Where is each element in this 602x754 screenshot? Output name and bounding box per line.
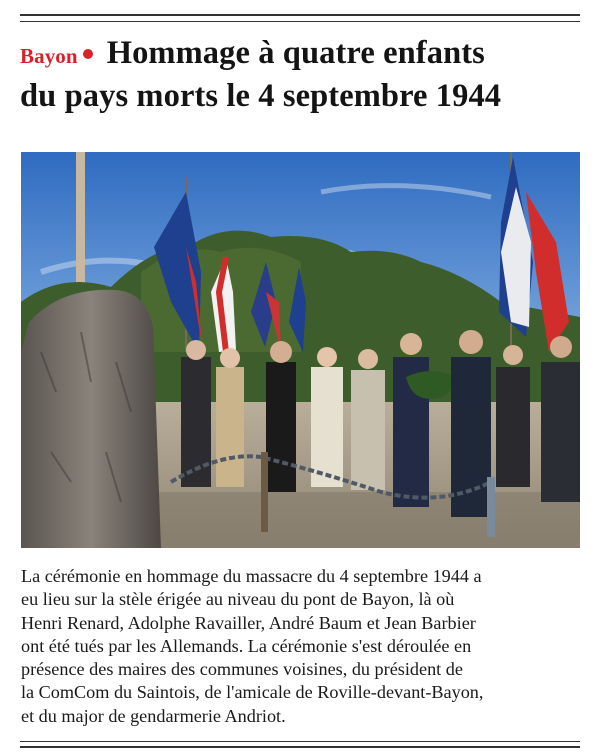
memorial-stele: [21, 290, 161, 548]
caption-line: La cérémonie en hommage du massacre du 4 septembre 1944 a: [21, 566, 482, 586]
top-rule-thin: [20, 21, 580, 22]
headline-line-2: du pays morts le 4 septembre 1944: [20, 78, 502, 114]
caption-line: Henri Renard, Adolphe Ravailler, André Baum et Jean Barbier: [21, 612, 476, 633]
ceremony-photo: [21, 152, 580, 548]
kicker-location: Bayon: [20, 44, 78, 68]
caption-line: et du major de gendarmerie Andriot.: [21, 705, 286, 726]
caption-line: ont été tués par les Allemands. La cérémonie s'est déroulée en: [21, 635, 472, 656]
chain-post: [261, 452, 268, 532]
top-rule: [20, 14, 580, 16]
article-headline: [20, 33, 585, 116]
bottom-rule-thin: [20, 741, 580, 742]
caption-line: eu lieu sur la stèle érigée au niveau du pont de Bayon, là où: [21, 589, 455, 610]
mast-pole: [76, 152, 85, 287]
kicker-dot-icon: [83, 49, 93, 59]
caption-line: présence des maires des communes voisines, du président de: [21, 659, 463, 680]
caption-line: la ComCom du Saintois, de l'amicale de Roville-devant-Bayon,: [21, 682, 484, 703]
photo-caption: [21, 565, 583, 728]
bottom-rule: [20, 746, 580, 748]
headline-line-1: Hommage à quatre enfants: [106, 35, 485, 71]
